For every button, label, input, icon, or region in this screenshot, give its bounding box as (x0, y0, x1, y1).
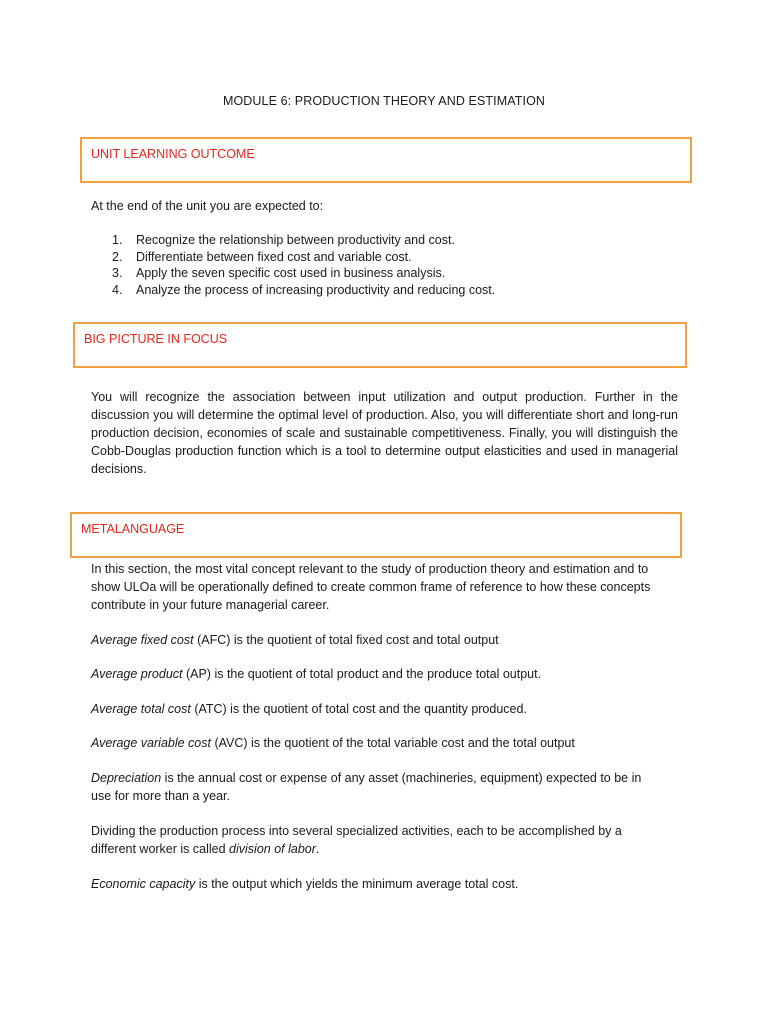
list-text: Apply the seven specific cost used in business analysis. (136, 266, 446, 280)
list-item (112, 265, 495, 282)
definition-term: Depreciation (91, 771, 162, 785)
definition-term: Average variable cost (91, 736, 211, 750)
definition-text: (ATC) is the quotient of total cost and the quantity produced. (190, 702, 527, 716)
definition-atc (91, 700, 661, 718)
definition-text: (AFC) is the quotient of total fixed cost and total output (193, 633, 499, 647)
list-item (112, 282, 495, 299)
definition-text: (AP) is the quotient of total product and the produce total output. (182, 667, 542, 681)
big-picture-box (73, 322, 687, 368)
definition-term: Average total cost (91, 702, 191, 716)
outcomes-list (112, 232, 495, 298)
outcomes-intro: At the end of the unit you are expected to: (91, 199, 324, 213)
big-picture-paragraph: You will recognize the association between input utilization and output production. Further in the discussion you will determine the optimal level of production. Also, you will differentiate short and long-run production decision, economies of scale and sustainable competitiveness. Finally, you will distinguish the Cobb-Douglas production function which is a tool to determine output elasticities and used in managerial decisions. (91, 390, 678, 476)
list-number: 4. (112, 282, 123, 297)
list-item (112, 249, 495, 266)
definition-depreciation (91, 769, 661, 805)
definition-term: Average fixed cost (91, 633, 194, 647)
definition-term: Average product (91, 667, 183, 681)
list-text: Recognize the relationship between productivity and cost. (136, 233, 455, 247)
definition-text: (AVC) is the quotient of the total variable cost and the total output (210, 736, 575, 750)
unit-learning-outcome-label: UNIT LEARNING OUTCOME (91, 147, 255, 161)
list-text: Analyze the process of increasing productivity and reducing cost. (136, 282, 496, 297)
list-number: 3. (112, 266, 123, 280)
definition-ap (91, 665, 661, 683)
definition-text: is the annual cost or expense of any asset (machineries, equipment) expected to be in use for more than a year. (91, 771, 642, 803)
list-number: 2. (112, 249, 123, 264)
definition-economic-capacity (91, 875, 661, 893)
list-number: 1. (112, 233, 123, 247)
definition-avc (91, 734, 661, 752)
definition-afc (91, 631, 661, 649)
unit-learning-outcome-box (80, 137, 692, 183)
big-picture-label: BIG PICTURE IN FOCUS (84, 332, 228, 346)
definition-term: Economic capacity (91, 877, 196, 891)
definition-text: is the output which yields the minimum average total cost. (195, 877, 519, 891)
list-text: Differentiate between fixed cost and variable cost. (136, 249, 412, 264)
metalanguage-box (70, 512, 682, 558)
page-title: MODULE 6: PRODUCTION THEORY AND ESTIMATION (222, 94, 546, 108)
list-item (112, 232, 495, 249)
definition-text: . (315, 842, 320, 856)
definition-division-of-labor (91, 822, 661, 858)
definition-term: division of labor (229, 842, 316, 856)
metalanguage-label: METALANGUAGE (81, 522, 185, 536)
metalanguage-intro: In this section, the most vital concept relevant to the study of production theory and estimation and to show ULOa will be operationally defined to create common frame of reference to how these concepts contribute in your future managerial career. (91, 562, 651, 612)
definition-text: Dividing the production process into several specialized activities, each to be accomplished by a different worker is called (91, 824, 622, 856)
